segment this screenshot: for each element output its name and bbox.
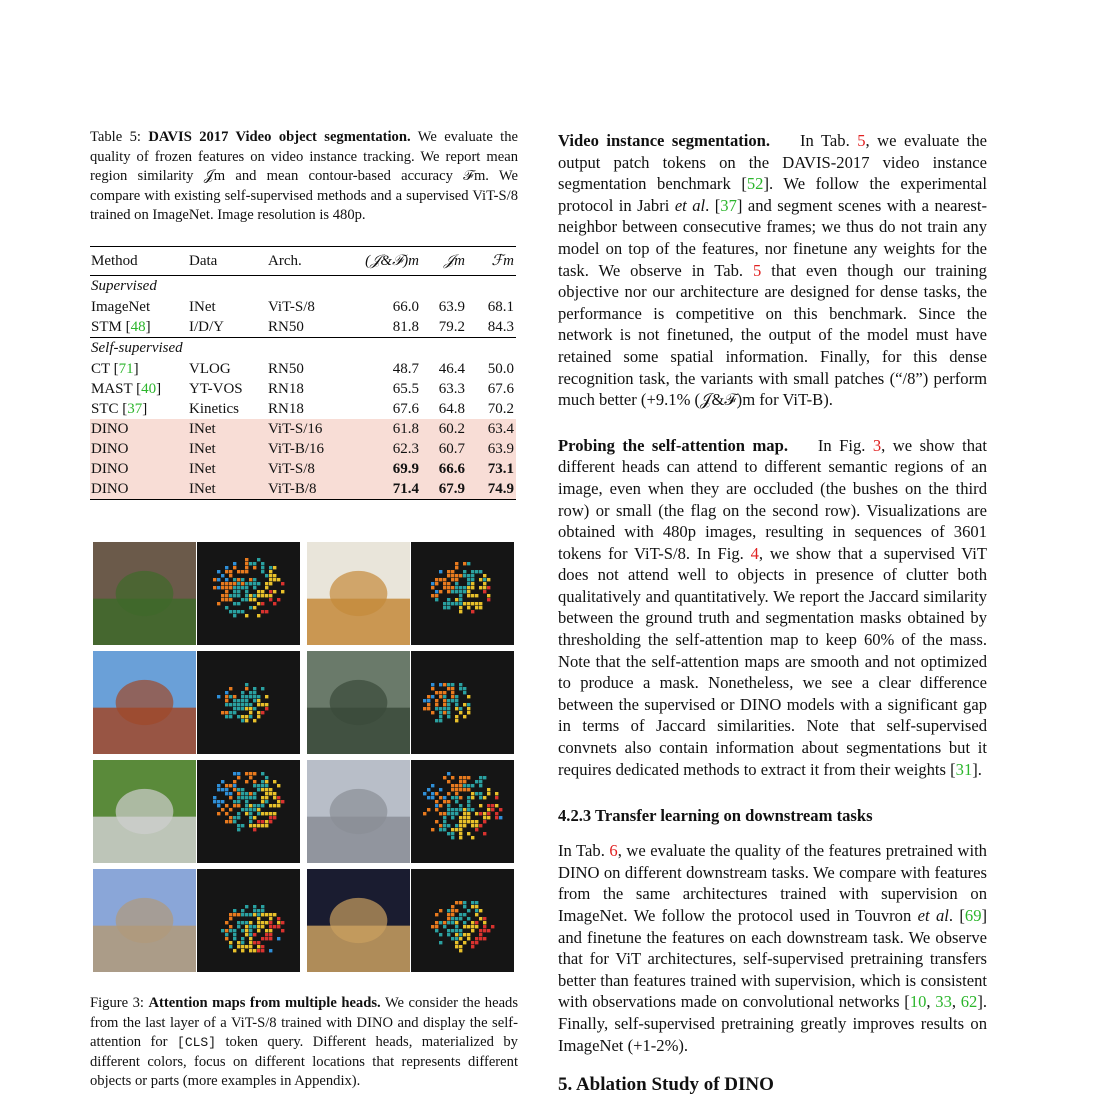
table-row bbox=[90, 317, 516, 338]
table-ref-link[interactable]: 5 bbox=[752, 260, 762, 280]
text-span: , we evaluate the output patch tokens on the DAVIS-2017 video instance segmentation benchmark [ bbox=[558, 131, 987, 194]
cell-jf: 61.8 bbox=[349, 419, 421, 439]
cell-method: ImageNet bbox=[91, 298, 151, 315]
table-row bbox=[90, 479, 516, 500]
header-method: Method bbox=[91, 252, 138, 269]
figure-caption-text-1: We consider the heads from the last layer of a ViT-S/8 trained with DINO and display the self-attention for bbox=[90, 995, 519, 1051]
attention-teddy-bear-map bbox=[411, 869, 514, 972]
cell-jf: 69.9 bbox=[349, 459, 421, 479]
fedex-truck-image bbox=[93, 869, 196, 972]
header-data: Data bbox=[189, 252, 218, 269]
text-span: ] and segment scenes with a nearest-neighbor between consecutive frames; we thus do not train any model on top of the features, nor finetune any weights for the task. We observe in Tab. bbox=[558, 195, 987, 280]
cell-j: 66.6 bbox=[421, 459, 467, 479]
paragraph-transfer-learning bbox=[558, 840, 987, 1056]
cell-j: 60.7 bbox=[421, 439, 467, 459]
table-row bbox=[90, 439, 516, 459]
text-span: In Tab. bbox=[799, 131, 850, 150]
et-al: et al bbox=[674, 195, 706, 215]
table-row bbox=[90, 419, 516, 439]
cell-arch: RN18 bbox=[268, 380, 304, 397]
cell-method: STC [37] bbox=[91, 400, 148, 417]
citation-link[interactable]: 62 bbox=[960, 992, 978, 1012]
section-supervised bbox=[90, 275, 516, 297]
cell-j: 64.8 bbox=[438, 400, 465, 417]
cls-token: [CLS] bbox=[177, 1035, 217, 1051]
section-heading: 5. Ablation Study of DINO bbox=[558, 1074, 774, 1096]
text-span: , we show that a supervised ViT does not attend well to objects in presence of clutter both qualitatively and quantitatively. We report the Jaccard similarity between the ground truth and segmentation masks obtained by thresholding the self-attention map to keep 60% of the mass. Note that the self-attention maps are smooth and not optimized to produce a mask. Nonetheless, we see a clear difference between the supervised or DINO models with a significant gap in terms of Jaccard similarities. Note that self-supervised convnets also contain information about segmentations but it requires dedicated methods to extract it from their weights [ bbox=[558, 543, 988, 779]
figure-ref-link[interactable]: 3 bbox=[872, 435, 882, 455]
text-span: , we show that different heads can attend to different semantic regions of an image, even when they are occluded (the bushes on the third row) or small (the flag on the second row). Visualizations are obtained with 480p images, resulting in sequences of 3601 tokens for ViT-S/8. In Fig. bbox=[558, 435, 987, 563]
cell-f: 50.0 bbox=[487, 360, 514, 377]
paragraph-self-attention bbox=[558, 435, 987, 781]
citation-link[interactable]: 31 bbox=[955, 759, 973, 779]
paragraph-heading: Probing the self-attention map. bbox=[558, 435, 788, 455]
cell-data: I/D/Y bbox=[189, 318, 224, 335]
table-row bbox=[90, 359, 516, 379]
attention-flooded-street-map bbox=[411, 651, 514, 754]
cell-method: DINO bbox=[90, 419, 188, 439]
cell-f: 73.1 bbox=[467, 459, 516, 479]
cell-f: 74.9 bbox=[467, 479, 516, 500]
text-span: , bbox=[951, 992, 961, 1012]
figure-caption-text-2: token query. Different heads, materialized by different colors, focus on different locations that represents different objects or parts (more examples in Appendix). bbox=[90, 1034, 518, 1090]
cell-f: 63.9 bbox=[467, 439, 516, 459]
cell-method: MAST [40] bbox=[91, 380, 162, 397]
cell-data: Kinetics bbox=[189, 400, 239, 417]
citation-link[interactable]: 71 bbox=[118, 360, 134, 377]
attention-zebra-map bbox=[197, 760, 300, 863]
figure-ref-link[interactable]: 4 bbox=[750, 543, 759, 563]
cell-f: 70.2 bbox=[487, 400, 514, 417]
cell-data: INet bbox=[188, 459, 267, 479]
cell-j: 63.9 bbox=[438, 298, 465, 315]
table-caption-text: We evaluate the quality of frozen features on video instance tracking. We report mean region similarity 𝒥m and mean contour-based accuracy ℱm. We compare with existing self-supervised methods and a supervised ViT-S/8 trained on ImageNet. Image resolution is 480p. bbox=[90, 129, 518, 224]
section-supervised-label: Supervised bbox=[91, 278, 157, 295]
header-jf: (𝒥&ℱ)m bbox=[365, 252, 419, 269]
table-caption bbox=[90, 128, 518, 226]
cell-method: DINO bbox=[90, 479, 188, 500]
header-f: ℱm bbox=[491, 252, 514, 269]
section-self-supervised bbox=[90, 337, 516, 359]
citation-link[interactable]: 10 bbox=[909, 992, 927, 1012]
table-row bbox=[90, 399, 516, 419]
cell-data: YT-VOS bbox=[189, 380, 243, 397]
cell-j: 60.2 bbox=[421, 419, 467, 439]
cell-arch: ViT-S/8 bbox=[267, 459, 349, 479]
table-row bbox=[90, 379, 516, 399]
cell-jf: 81.8 bbox=[392, 318, 419, 335]
text-span: ] and finetune the features on each downstream task. We observe that for ViT architectures, self-supervised pretraining transfers better than features trained with supervision, which is consistent with observations made on convolutional networks [ bbox=[558, 906, 988, 1012]
cell-j: 67.9 bbox=[421, 479, 467, 500]
stop-sign-snow-image bbox=[307, 760, 410, 863]
cell-jf: 66.0 bbox=[392, 298, 419, 315]
paragraph-video-instance-segmentation bbox=[558, 130, 987, 411]
text-span: that even though our training objective nor our architecture are designed for dense tasks, the performance is competitive on this benchmark. Since the network is not finetuned, the output of the model must have retained some spatial information. Finally, for this dense recognition task, the variants with small patches (“/8”) perform much better (+9.1% (𝒥&ℱ)m for ViT-B). bbox=[558, 260, 987, 410]
cell-j: 46.4 bbox=[438, 360, 465, 377]
cell-arch: ViT-B/8 bbox=[267, 479, 349, 500]
et-al: et al bbox=[917, 906, 949, 925]
table-row bbox=[90, 459, 516, 479]
attention-figure-svg bbox=[93, 542, 515, 972]
text-span: ]. We follow the experimental protocol in Jabri bbox=[558, 174, 987, 215]
attention-fedex-truck-map bbox=[197, 869, 300, 972]
citation-link[interactable]: 48 bbox=[130, 318, 146, 335]
table-header-row bbox=[90, 246, 516, 275]
subsection-heading: 4.2.3 Transfer learning on downstream tasks bbox=[558, 806, 873, 826]
text-span: ]. Finally, self-supervised pretraining greatly improves results on ImageNet (+1-2%). bbox=[558, 992, 988, 1055]
cell-method: CT [71] bbox=[91, 360, 139, 377]
table-ref-link[interactable]: 5 bbox=[857, 131, 866, 150]
table-row bbox=[90, 297, 516, 317]
teddy-bear-image bbox=[307, 869, 410, 972]
text-span: . [ bbox=[705, 195, 721, 215]
cell-j: 79.2 bbox=[438, 318, 465, 335]
cell-data: INet bbox=[188, 419, 267, 439]
attention-stop-sign-map bbox=[411, 760, 514, 863]
cell-jf: 65.5 bbox=[392, 380, 419, 397]
cell-arch: ViT-S/16 bbox=[267, 419, 349, 439]
attention-vegetables-map bbox=[197, 542, 300, 645]
cell-data: VLOG bbox=[189, 360, 231, 377]
citation-link[interactable]: 69 bbox=[964, 906, 982, 925]
food-plate-image bbox=[307, 542, 410, 645]
section-self-supervised-label: Self-supervised bbox=[91, 340, 183, 357]
cell-jf: 67.6 bbox=[392, 400, 419, 417]
cell-method: STM [48] bbox=[91, 318, 151, 335]
cell-method: DINO bbox=[90, 459, 188, 479]
cell-arch: RN18 bbox=[268, 400, 304, 417]
table-caption-label: Table 5: bbox=[90, 129, 141, 145]
clock-tower-image bbox=[93, 651, 196, 754]
text-span: ]. bbox=[972, 759, 982, 779]
cell-arch: RN50 bbox=[268, 318, 304, 335]
results-table bbox=[90, 246, 516, 500]
cell-jf: 62.3 bbox=[349, 439, 421, 459]
table-caption-title: DAVIS 2017 Video object segmentation. bbox=[148, 129, 411, 145]
attention-food-plate-map bbox=[411, 542, 514, 645]
paragraph-heading: Video instance segmentation. bbox=[558, 131, 771, 150]
cell-arch: ViT-S/8 bbox=[268, 298, 315, 315]
table-ref-link[interactable]: 6 bbox=[609, 841, 618, 861]
citation-link[interactable]: 52 bbox=[746, 174, 764, 194]
cell-arch: RN50 bbox=[268, 360, 304, 377]
zebra-image bbox=[93, 760, 196, 863]
text-span: , we evaluate the quality of the features pretrained with DINO on different downstream tasks. We compare with features from the same architectures trained with supervision on ImageNet. We follow the protocol used in Touvron bbox=[558, 841, 987, 925]
figure-caption-label: Figure 3: bbox=[90, 995, 144, 1011]
left-column bbox=[90, 128, 519, 1090]
text-span: In Tab. bbox=[558, 841, 605, 861]
attention-figure bbox=[93, 542, 515, 972]
flooded-street-image bbox=[307, 651, 410, 754]
cell-method: DINO bbox=[90, 439, 188, 459]
text-span: In Fig. bbox=[817, 435, 866, 455]
citation-link[interactable]: 40 bbox=[141, 380, 157, 397]
text-span: . [ bbox=[948, 906, 965, 925]
right-column bbox=[558, 130, 987, 1096]
cell-f: 67.6 bbox=[487, 380, 514, 397]
header-arch: Arch. bbox=[268, 252, 302, 269]
figure-caption-title: Attention maps from multiple heads. bbox=[148, 995, 381, 1011]
cell-data: INet bbox=[189, 298, 216, 315]
citation-link[interactable]: 33 bbox=[935, 992, 952, 1012]
cell-f: 84.3 bbox=[487, 318, 514, 335]
cell-data: INet bbox=[188, 479, 267, 500]
header-j: 𝒥m bbox=[443, 252, 465, 269]
figure-caption bbox=[90, 994, 518, 1092]
cell-j: 63.3 bbox=[438, 380, 465, 397]
citation-link[interactable]: 37 bbox=[720, 195, 737, 215]
attention-clock-tower-map bbox=[197, 651, 300, 754]
cell-f: 63.4 bbox=[467, 419, 516, 439]
cell-f: 68.1 bbox=[487, 298, 514, 315]
cell-data: INet bbox=[188, 439, 267, 459]
cell-arch: ViT-B/16 bbox=[267, 439, 349, 459]
cell-jf: 48.7 bbox=[392, 360, 419, 377]
text-span: , bbox=[926, 992, 936, 1012]
vegetables-image bbox=[93, 542, 196, 645]
cell-jf: 71.4 bbox=[349, 479, 421, 500]
citation-link[interactable]: 37 bbox=[127, 400, 143, 417]
